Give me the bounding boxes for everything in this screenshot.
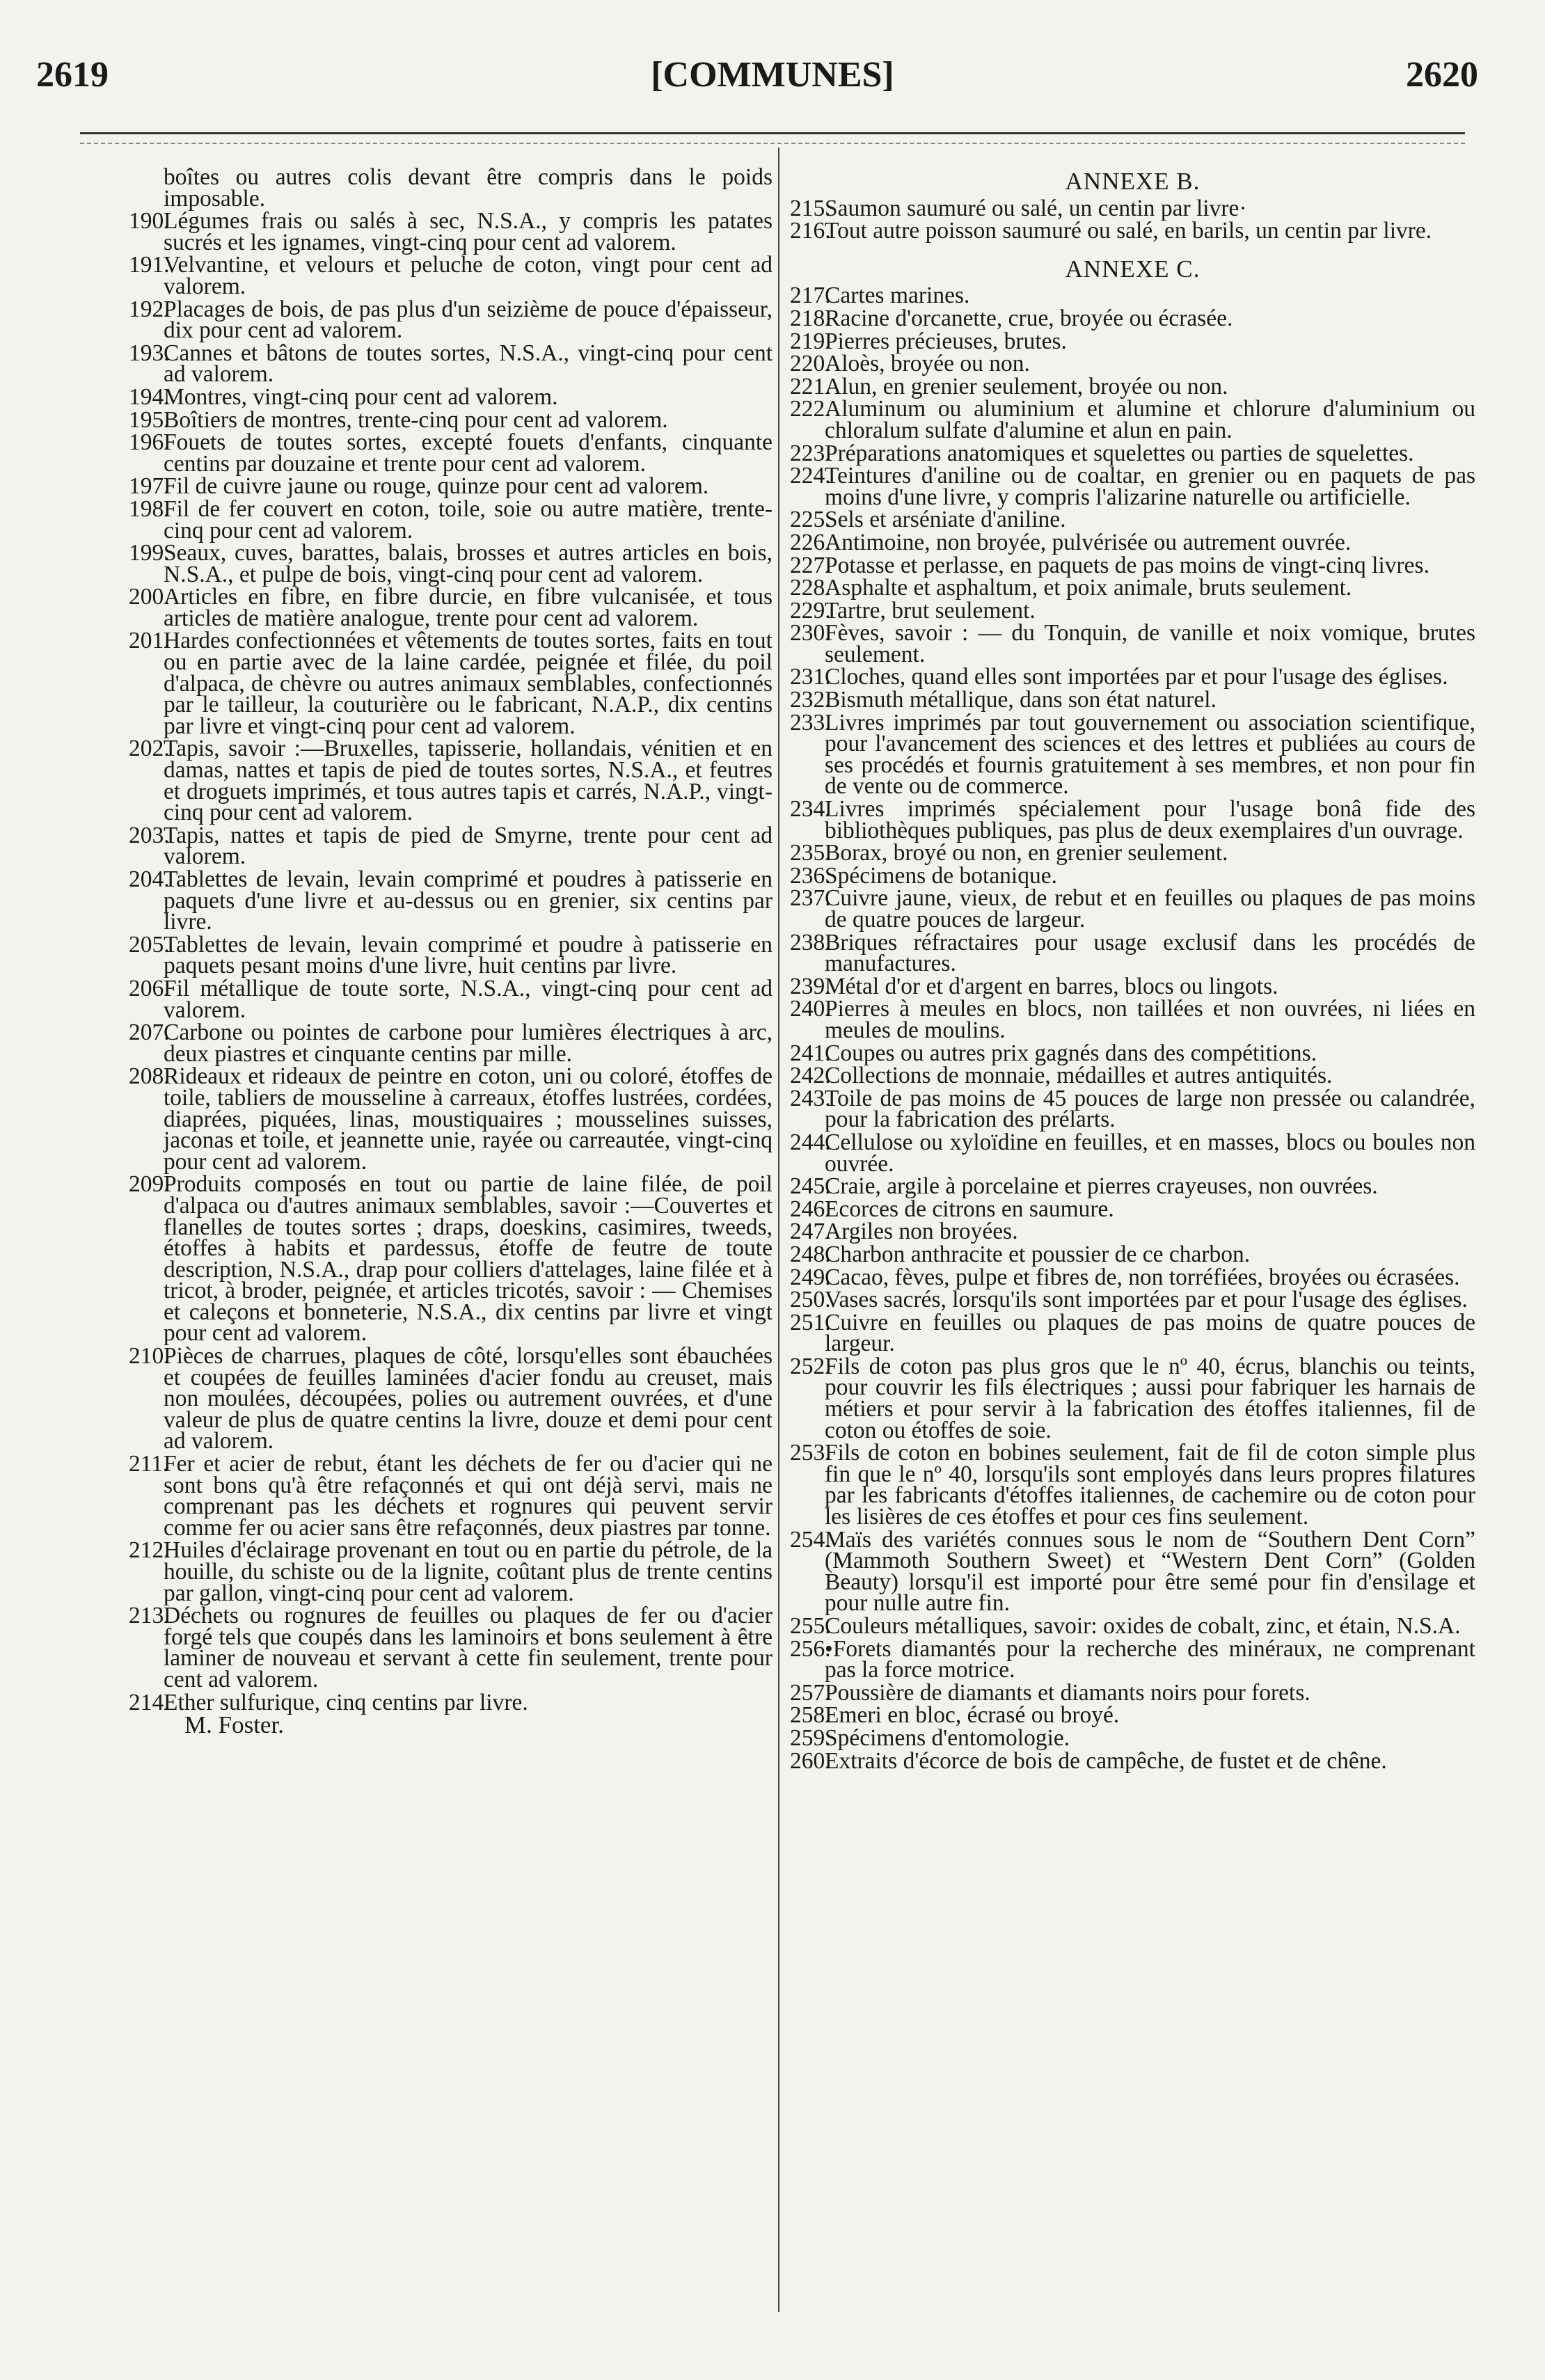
entry-text: Seaux, cuves, barattes, balais, brosses et autres articles en bois, N.S.A., et pulpe de bois, vingt-cinq pour cent ad valorem. <box>164 540 772 587</box>
entry-text: Tapis, nattes et tapis de pied de Smyrne, trente pour cent ad valorem. <box>164 822 772 870</box>
entry-item <box>790 1221 1475 1243</box>
entry-text: Collections de monnaie, médailles et autres antiquités. <box>825 1063 1333 1089</box>
entry-item <box>790 1702 1475 1729</box>
entry-text: Fils de coton en bobines seulement, fait de fil de coton simple plus fin que le nº 40, lorsqu'ils sont employés dans leurs propres filatures par les fabricants d'étoffes italiennes, de cachemire ou de coton pour les lisières de ces étoffes et pour ces fins seulement. <box>825 1440 1475 1530</box>
entry-number: 226. <box>790 529 831 555</box>
entry-number: 253. <box>790 1440 831 1466</box>
entry-number: 237. <box>790 885 831 912</box>
entry-text: Spécimens de botanique. <box>825 862 1057 889</box>
entry-text: Métal d'or et d'argent en barres, blocs ou lingots. <box>825 973 1278 999</box>
entry-item <box>790 396 1475 443</box>
page-header <box>0 45 1545 107</box>
entry-number: 216. <box>790 218 831 244</box>
entry-item <box>790 351 1475 377</box>
entry-number: 248. <box>790 1241 831 1267</box>
entry-item <box>790 1065 1475 1087</box>
entry-text: Carbone ou pointes de carbone pour lumières électriques à arc, deux piastres et cinquante centins par mille. <box>164 1020 772 1067</box>
entry-item <box>129 429 772 477</box>
entry-number: 251. <box>790 1309 831 1335</box>
entry-item <box>790 996 1475 1043</box>
entry-number: 221. <box>790 373 831 399</box>
signature: M. Foster. <box>184 1711 284 1739</box>
entry-item <box>129 822 772 870</box>
entry-text: •Forets diamantés pour la recherche des minéraux, ne comprenant pas la force motrice. <box>825 1635 1475 1683</box>
entry-item <box>129 584 772 631</box>
entry-text: Hardes confectionnées et vêtements de toutes sortes, faits en tout ou en partie avec de la laine cardée, peignée et filée, du poil d'alpaca, de chèvre ou autres animaux semblables, confectionnés par le tailleur, la couturière ou le fabricant, N.A.P., dix centins par livre et vingt-cinq pour cent ad valorem. <box>164 628 772 739</box>
entry-item <box>790 687 1475 713</box>
entry-text: Fil métallique de toute sorte, N.S.A., vingt-cinq pour cent ad valorem. <box>164 975 772 1023</box>
entry-number: 252. <box>790 1353 831 1379</box>
entry-number: 258. <box>790 1702 831 1729</box>
entry-text: Alun, en grenier seulement, broyée ou non. <box>825 373 1228 399</box>
entry-text: Poussière de diamants et diamants noirs pour forets. <box>825 1679 1310 1706</box>
running-title: [COMMUNES] <box>651 55 894 95</box>
entry-item <box>790 1129 1475 1177</box>
entry-item <box>790 218 1475 244</box>
entry-text: Déchets ou rognures de feuilles ou plaques de fer ou d'acier forgé tels que coupés dans les laminoirs et bons seulement à être laminer de nouveau et servant à cette fin seulement, trente pour cent ad valorem. <box>164 1603 772 1692</box>
entry-text: Argiles non broyées. <box>825 1219 1018 1245</box>
entry-number: 230. <box>790 620 831 646</box>
entry-text: Pierres à meules en blocs, non taillées et non ouvrées, ni liées en meules de moulins. <box>825 996 1475 1043</box>
entry-number: 235. <box>790 840 831 866</box>
entry-text: Cuivre jaune, vieux, de rebut et en feuilles ou plaques de pas moins de quatre pouces de largeur. <box>825 885 1475 933</box>
entry-number: 220. <box>790 351 831 377</box>
header-rule-dashed <box>80 143 1465 144</box>
entry-number: 192. <box>129 296 170 322</box>
entry-item <box>790 1635 1475 1683</box>
entry-number: 222. <box>790 396 831 422</box>
entry-item <box>790 1241 1475 1267</box>
page-number-left: 2619 <box>36 55 109 95</box>
entry-number: 239. <box>790 973 831 999</box>
entry-item <box>790 1613 1475 1639</box>
entry-item <box>790 1724 1475 1751</box>
entry-item <box>129 208 772 255</box>
entry-text: Toile de pas moins de 45 pouces de large non pressée ou calandrée, pour la fabrication des prélarts. <box>825 1085 1475 1133</box>
entry-item <box>790 509 1475 531</box>
entry-number: 241. <box>790 1040 831 1066</box>
entry-number: 228. <box>790 575 831 601</box>
entry-text: Bismuth métallique, dans son état naturel. <box>825 687 1217 713</box>
entry-text: Fèves, savoir : — du Tonquin, de vanille et noix vomique, brutes seulement. <box>825 620 1475 667</box>
annex-c-list <box>790 285 1475 1772</box>
entry-item <box>790 285 1475 307</box>
entry-number: 229. <box>790 597 831 624</box>
entry-text: Maïs des variétés connues sous le nom de “Southern Dent Corn” (Mammoth Southern Sweet) et “Western Dent Corn” (Golden Beauty) lorsqu'il est importé pour être semé pour fin d'ensilage et pour nulle autre fin. <box>825 1526 1475 1617</box>
entry-text: Craie, argile à porcelaine et pierres crayeuses, non ouvrées. <box>825 1173 1378 1200</box>
entry-item <box>129 473 772 500</box>
entry-item <box>790 664 1475 690</box>
right-column <box>790 167 1475 1773</box>
page-number-right: 2620 <box>1406 55 1478 95</box>
entry-item <box>129 1343 772 1454</box>
entry-item <box>790 597 1475 624</box>
entry-text: Tapis, savoir :—Bruxelles, tapisserie, hollandais, vénitien et en damas, nattes et tapis de pied de toutes sortes, N.S.A., et feutres et droguets imprimés, et tous autres tapis et carrés, N.A.P., vingt-cinq pour cent ad valorem. <box>164 736 772 826</box>
entry-item <box>790 552 1475 578</box>
entry-text: Cellulose ou xyloïdine en feuilles, et en masses, blocs ou boules non ouvrée. <box>825 1129 1475 1177</box>
entry-item <box>790 709 1475 800</box>
entry-item <box>129 1689 772 1715</box>
entry-text: Cloches, quand elles sont importées par et pour l'usage des églises. <box>825 664 1448 690</box>
entry-number: 225. <box>790 507 831 533</box>
entry-number: 200. <box>129 584 170 610</box>
entry-number: 196. <box>129 429 170 456</box>
entry-text: Fouets de toutes sortes, excepté fouets d'enfants, cinquante centins par douzaine et trente pour cent ad valorem. <box>164 429 772 477</box>
entry-item <box>129 866 772 935</box>
entry-item <box>129 495 772 544</box>
column-divider <box>778 148 779 2312</box>
entry-text: Sels et arséniate d'aniline. <box>825 507 1066 533</box>
entry-item <box>790 1353 1475 1443</box>
entry-text: Livres imprimés par tout gouvernement ou association scientifique, pour l'avancement des sciences et des lettres et publiées au cours de ses procédés et fournis gratuitement à ses membres, et non pour fin de vente ou de commerce. <box>825 709 1475 800</box>
entry-number: 219. <box>790 328 831 354</box>
entry-number: 211. <box>129 1451 169 1477</box>
entry-number: 257. <box>790 1679 831 1706</box>
entry-number: 209. <box>129 1171 170 1198</box>
entry-item <box>129 1537 772 1606</box>
entry-number: 232. <box>790 687 831 713</box>
entry-number: 224. <box>790 463 831 489</box>
entry-number: 236. <box>790 862 831 889</box>
entry-item <box>129 975 772 1023</box>
entry-text: Articles en fibre, en fibre durcie, en fibre vulcanisée, et tous articles de matière analogue, trente pour cent ad valorem. <box>164 584 772 631</box>
entry-item <box>129 383 772 410</box>
entry-item <box>129 736 772 826</box>
entry-text: Cannes et bâtons de toutes sortes, N.S.A., vingt-cinq pour cent ad valorem. <box>164 340 772 388</box>
entry-number: 212. <box>129 1537 170 1564</box>
entry-number: 203. <box>129 822 170 848</box>
entry-number: 190. <box>129 208 170 235</box>
entry-text: Ecorces de citrons en saumure. <box>825 1196 1114 1222</box>
entry-number: 197. <box>129 473 170 500</box>
entry-text: Fil de cuivre jaune ou rouge, quinze pour cent ad valorem. <box>164 473 709 500</box>
continuation-text: boîtes ou autres colis devant être compris dans le poids imposable. <box>164 164 772 212</box>
entry-text: Placages de bois, de pas plus d'un seizième de pouce d'épaisseur, dix pour cent ad valorem. <box>164 296 772 344</box>
entry-item <box>790 973 1475 999</box>
entry-number: 238. <box>790 929 831 955</box>
entry-number: 195. <box>129 406 170 433</box>
entry-number: 194. <box>129 383 170 410</box>
entry-item <box>790 1040 1475 1066</box>
entry-text: Fils de coton pas plus gros que le nº 40, écrus, blanchis ou teints, pour couvrir les fils électriques ; aussi pour fabriquer les harnais de métiers et pour servir à la fabrication des étoffes italiennes, fil de coton ou étoffes de soie. <box>825 1353 1475 1443</box>
entry-item <box>790 440 1475 466</box>
entry-number: 202. <box>129 736 170 762</box>
entry-number: 245. <box>790 1173 831 1200</box>
annex-b-list <box>790 195 1475 244</box>
entry-text: Cacao, fèves, pulpe et fibres de, non torréfiées, broyées ou écrasées. <box>825 1264 1460 1290</box>
entry-item <box>790 840 1475 866</box>
entry-item <box>790 1173 1475 1200</box>
entry-text: Produits composés en tout ou partie de laine filée, de poil d'alpaca ou d'autres animaux semblables, savoir :—Couvertes et flanelles de toutes sortes ; draps, doeskins, casimires, tweeds, étoffes à habits et pardessus, étoffe de feutre de toute description, N.S.A., drap pour colliers d'attelages, laine filée et à tricot, à broder, peignée, et articles tricotés, savoir : — Chemises et caleçons et bonneterie, N.S.A., dix centins par livre et vingt pour cent ad valorem. <box>164 1171 772 1347</box>
entry-text: Rideaux et rideaux de peintre en coton, uni ou coloré, étoffes de toile, tabliers de mousseline à carreaux, étoffes lustrées, cordées, diaprées, piquées, linas, moustiquaires ; mousselines suisses, jaconas et toile, et jeannette unie, rayée ou carreautée, vingt-cinq pour cent ad valorem. <box>164 1063 772 1175</box>
entry-text: Aloès, broyée ou non. <box>825 351 1030 377</box>
entry-item <box>129 1063 772 1175</box>
entry-number: 215. <box>790 195 831 221</box>
entry-number: 227. <box>790 552 831 578</box>
entry-text: Couleurs métalliques, savoir: oxides de cobalt, zinc, et étain, N.S.A. <box>825 1613 1461 1639</box>
entry-text: Velvantine, et velours et peluche de coton, vingt pour cent ad valorem. <box>164 252 772 299</box>
entry-number: 247. <box>790 1219 831 1245</box>
entry-number: 244. <box>790 1129 831 1155</box>
entry-item <box>790 620 1475 667</box>
entry-text: Vases sacrés, lorsqu'ils sont importées par et pour l'usage des églises. <box>825 1287 1468 1313</box>
entry-text: Antimoine, non broyée, pulvérisée ou autrement ouvrée. <box>825 529 1352 555</box>
entry-item <box>790 195 1475 221</box>
entry-text: Ether sulfurique, cinq centins par livre. <box>164 1689 528 1715</box>
entry-item <box>129 540 772 587</box>
entry-number: 208. <box>129 1063 170 1090</box>
entry-text: Potasse et perlasse, en paquets de pas moins de vingt-cinq livres. <box>825 552 1429 578</box>
entry-number: 246. <box>790 1196 831 1222</box>
entry-item <box>790 1196 1475 1222</box>
entry-number: 233. <box>790 709 831 736</box>
entry-number: 207. <box>129 1020 170 1046</box>
entry-text: Saumon saumuré ou salé, un centin par livre· <box>825 195 1247 221</box>
annex-b-title: ANNEXE B. <box>1065 168 1201 195</box>
entry-number: 240. <box>790 996 831 1022</box>
entry-text: Pierres précieuses, brutes. <box>825 328 1067 354</box>
entry-text: Coupes ou autres prix gagnés dans des compétitions. <box>825 1040 1317 1066</box>
entry-text: Montres, vingt-cinq pour cent ad valorem. <box>164 383 558 410</box>
entry-text: Asphalte et asphaltum, et poix animale, bruts seulement. <box>825 575 1352 601</box>
entry-item <box>790 1287 1475 1313</box>
entry-number: 214. <box>129 1689 170 1715</box>
entry-item <box>790 862 1475 889</box>
entry-item <box>790 1085 1475 1133</box>
entry-number: 204. <box>129 866 170 892</box>
entry-number: 249. <box>790 1264 831 1290</box>
entry-item <box>790 328 1475 354</box>
entry-item <box>790 1747 1475 1774</box>
entry-item <box>790 1440 1475 1530</box>
entry-number: 254. <box>790 1526 831 1553</box>
entry-item <box>129 340 772 388</box>
entry-number: 218. <box>790 305 831 331</box>
entry-item <box>129 252 772 299</box>
entry-number: 250. <box>790 1287 831 1313</box>
entry-number: 199. <box>129 540 170 566</box>
entry-text: Tout autre poisson saumuré ou salé, en barils, un centin par livre. <box>825 218 1432 244</box>
entry-item <box>790 885 1475 933</box>
entry-number: 198. <box>129 495 170 522</box>
header-rule <box>80 132 1465 134</box>
entry-text: Tablettes de levain, levain comprimé et poudres à patisserie en paquets d'une livre et au-dessus ou en grenier, six centins par livre. <box>164 866 772 935</box>
entry-item <box>129 296 772 344</box>
entry-number: 260. <box>790 1747 831 1774</box>
entry-text: Teintures d'aniline ou de coaltar, en grenier ou en paquets de pas moins d'une livre, y compris l'alizarine naturelle ou artificielle. <box>825 463 1475 510</box>
entry-text: Pièces de charrues, plaques de côté, lorsqu'elles sont ébauchées et coupées de feuilles laminées d'acier fondu au creuset, mais non moulées, découpées, polies ou autrement ouvrées, et d'une valeur de plus de quatre centins la livre, douze et demi pour cent ad valorem. <box>164 1343 772 1454</box>
entry-item <box>790 373 1475 399</box>
entry-number: 255. <box>790 1613 831 1639</box>
entry-number: 231. <box>790 664 831 690</box>
entry-item <box>790 1309 1475 1357</box>
entry-number: 205. <box>129 931 170 958</box>
entry-item <box>129 1605 772 1690</box>
entry-text: Livres imprimés spécialement pour l'usage bonâ fide des bibliothèques publiques, pas plus de deux exemplaires d'un ouvrage. <box>825 796 1475 843</box>
entry-number: 206. <box>129 975 170 1001</box>
entry-text: Spécimens d'entomologie. <box>825 1724 1070 1751</box>
entry-item <box>790 929 1475 977</box>
entry-text: Briques réfractaires pour usage exclusif dans les procédés de manufactures. <box>825 929 1475 977</box>
entry-item <box>790 1264 1475 1290</box>
entry-number: 210. <box>129 1343 170 1370</box>
entry-text: Emeri en bloc, écrasé ou broyé. <box>825 1702 1120 1729</box>
left-column <box>129 164 772 1739</box>
entry-item <box>790 1526 1475 1617</box>
entry-number: 201. <box>129 628 170 654</box>
entry-text: Huiles d'éclairage provenant en tout ou en partie du pétrole, de la houille, du schiste ou de la lignite, coûtant plus de trente centins par gallon, vingt-cinq pour cent ad valorem. <box>164 1537 772 1606</box>
entry-number: 191. <box>129 252 170 278</box>
entry-item <box>129 1451 772 1541</box>
entry-number: 193. <box>129 340 170 366</box>
entry-text: Cuivre en feuilles ou plaques de pas moins de quatre pouces de largeur. <box>825 1309 1475 1357</box>
entry-text: Tablettes de levain, levain comprimé et poudre à patisserie en paquets pesant moins d'une livre, huit centins par livre. <box>164 931 772 979</box>
entry-text: Préparations anatomiques et squelettes ou parties de squelettes. <box>825 440 1414 466</box>
entry-text: Extraits d'écorce de bois de campêche, de fustet et de chêne. <box>825 1747 1387 1774</box>
entry-number: 256. <box>790 1635 831 1662</box>
entry-number: 242. <box>790 1063 831 1089</box>
entry-item <box>129 931 772 979</box>
entry-text: Tartre, brut seulement. <box>825 597 1036 624</box>
annex-c-title: ANNEXE C. <box>1065 255 1201 283</box>
entry-item <box>790 529 1475 555</box>
entry-text: Légumes frais ou salés à sec, N.S.A., y compris les patates sucrés et les ignames, vingt-cinq pour cent ad valorem. <box>164 208 772 255</box>
entry-item <box>129 1171 772 1347</box>
entry-number: 223. <box>790 440 831 466</box>
entry-item <box>790 305 1475 331</box>
entry-item <box>790 575 1475 601</box>
entry-text: Fil de fer couvert en coton, toile, soie ou autre matière, trente-cinq pour cent ad valorem. <box>164 495 772 544</box>
entry-item <box>129 406 772 433</box>
entry-text: Cartes marines. <box>825 283 970 309</box>
entry-text: Boîtiers de montres, trente-cinq pour cent ad valorem. <box>164 406 668 433</box>
entry-text: Aluminum ou aluminium et alumine et chlorure d'aluminium ou chloralum sulfate d'alumine et alun en pain. <box>825 396 1475 443</box>
entry-item <box>129 1022 772 1065</box>
entry-text: Racine d'orcanette, crue, broyée ou écrasée. <box>825 305 1233 331</box>
entry-number: 213. <box>129 1603 170 1629</box>
entry-item <box>790 463 1475 510</box>
entry-number: 243. <box>790 1085 831 1111</box>
entry-item <box>129 630 772 737</box>
entry-number: 259. <box>790 1724 831 1751</box>
entry-item <box>790 1679 1475 1706</box>
entry-text: Charbon anthracite et poussier de ce charbon. <box>825 1241 1251 1267</box>
entry-item <box>790 796 1475 843</box>
entry-number: 217. <box>790 283 831 309</box>
entry-text: Fer et acier de rebut, étant les déchets de fer ou d'acier qui ne sont bons qu'à être refaçonnés et qui ont déjà servi, mais ne comprenant pas les déchets et rognures qui peuvent servir comme fer ou acier sans être refaçonnés, deux piastres par tonne. <box>164 1451 772 1541</box>
entry-number: 234. <box>790 796 831 823</box>
entry-text: Borax, broyé ou non, en grenier seulement. <box>825 840 1228 866</box>
